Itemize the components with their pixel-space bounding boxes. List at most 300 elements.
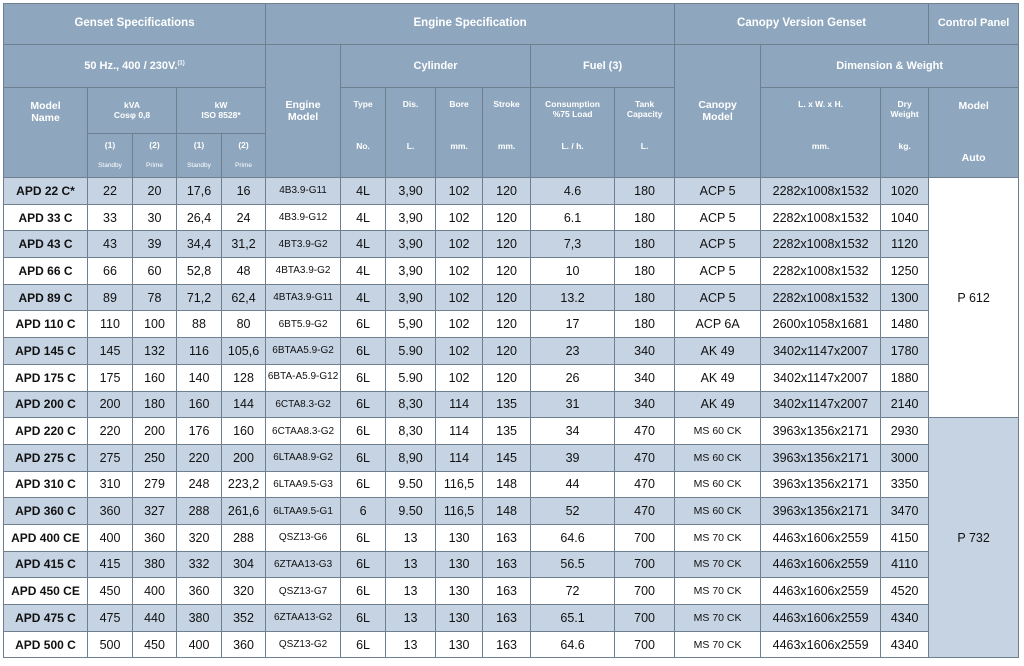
cell-dis: 13 (386, 605, 436, 632)
canopy-heading-line2: Model (702, 111, 733, 123)
cell-stroke: 148 (483, 471, 531, 498)
frequency-text: 50 Hz., 400 / 230V. (84, 59, 178, 72)
cell-type: 6L (341, 391, 386, 418)
cell-engine: 6CTA8.3-G2 (266, 391, 341, 418)
genset-spec-table (3, 3, 1019, 658)
cell-cons: 52 (531, 498, 615, 525)
cell-kva-p: 450 (133, 631, 177, 658)
cell-dis: 13 (386, 524, 436, 551)
cell-tank: 180 (615, 231, 675, 258)
cell-dis: 5,90 (386, 311, 436, 338)
table-row (4, 418, 1019, 445)
cell-kw-p: 24 (222, 204, 266, 231)
lwh-unit: mm. (811, 140, 830, 151)
cell-stroke: 163 (483, 605, 531, 632)
cell-type: 6L (341, 471, 386, 498)
type-heading (341, 88, 386, 178)
control-panel-p732: P 732 (929, 418, 1019, 658)
cell-kw-s: 288 (177, 498, 222, 525)
cell-dis: 3,90 (386, 178, 436, 205)
engine-model-heading (266, 45, 341, 178)
cell-stroke: 120 (483, 258, 531, 285)
cell-kva-s: 200 (88, 391, 133, 418)
cell-canopy: ACP 5 (675, 258, 761, 285)
cell-stroke: 120 (483, 178, 531, 205)
cell-kw-p: 31,2 (222, 231, 266, 258)
table-row (4, 204, 1019, 231)
table-row (4, 364, 1019, 391)
consumption-line2: %75 Load (552, 108, 593, 119)
cell-type: 4L (341, 178, 386, 205)
cell-type: 6L (341, 444, 386, 471)
dis-heading-text: Dis. (402, 99, 419, 109)
cell-kva-s: 22 (88, 178, 133, 205)
cell-engine: 4B3.9-G12 (266, 204, 341, 231)
cell-canopy: MS 70 CK (675, 605, 761, 632)
dry-weight-heading (881, 88, 929, 178)
cell-dim: 4463x1606x2559 (761, 578, 881, 605)
cell-engine: 4BTA3.9-G11 (266, 284, 341, 311)
cell-name: APD 500 C (4, 631, 88, 658)
kva-prime-heading (133, 134, 177, 178)
cell-type: 6L (341, 551, 386, 578)
kva-heading-line1: kVA (124, 99, 140, 110)
table-body (4, 178, 1019, 658)
cell-type: 4L (341, 231, 386, 258)
cell-canopy: MS 70 CK (675, 631, 761, 658)
cell-tank: 470 (615, 471, 675, 498)
cell-cons: 44 (531, 471, 615, 498)
lwh-heading (761, 88, 881, 178)
cell-name: APD 43 C (4, 231, 88, 258)
cell-tank: 340 (615, 338, 675, 365)
cell-kw-p: 80 (222, 311, 266, 338)
kva-heading (88, 88, 177, 134)
kw-standby-col: (1) (193, 139, 205, 150)
cell-stroke: 135 (483, 418, 531, 445)
cell-dim: 3402x1147x2007 (761, 391, 881, 418)
cell-cons: 64.6 (531, 631, 615, 658)
cell-type: 6L (341, 311, 386, 338)
cell-kva-p: 250 (133, 444, 177, 471)
cell-kw-p: 16 (222, 178, 266, 205)
cell-kva-p: 132 (133, 338, 177, 365)
cell-type: 6L (341, 605, 386, 632)
cell-weight: 1020 (881, 178, 929, 205)
cell-kw-s: 71,2 (177, 284, 222, 311)
cell-dim: 4463x1606x2559 (761, 605, 881, 632)
cell-name: APD 400 CE (4, 524, 88, 551)
cell-bore: 116,5 (436, 498, 483, 525)
cell-dis: 3,90 (386, 204, 436, 231)
cell-canopy: MS 60 CK (675, 444, 761, 471)
cell-kw-p: 48 (222, 258, 266, 285)
cell-type: 4L (341, 284, 386, 311)
tank-heading (615, 88, 675, 178)
table-row (4, 471, 1019, 498)
cell-weight: 3470 (881, 498, 929, 525)
cell-engine: 6LTAA9.5-G3 (266, 471, 341, 498)
cell-kw-s: 380 (177, 605, 222, 632)
fuel-heading: Fuel (3) (531, 45, 675, 88)
cell-weight: 3000 (881, 444, 929, 471)
name-heading-text: Name (31, 112, 60, 125)
cell-type: 6L (341, 418, 386, 445)
cell-cons: 56.5 (531, 551, 615, 578)
cell-canopy: ACP 6A (675, 311, 761, 338)
cell-canopy: MS 60 CK (675, 418, 761, 445)
cell-tank: 340 (615, 391, 675, 418)
cell-kva-p: 39 (133, 231, 177, 258)
cell-weight: 4340 (881, 631, 929, 658)
cell-bore: 130 (436, 524, 483, 551)
tank-line2: Capacity (626, 108, 663, 119)
bore-heading (436, 88, 483, 178)
cell-kw-p: 352 (222, 605, 266, 632)
cell-cons: 64.6 (531, 524, 615, 551)
control-panel-heading-text: Control Panel (937, 17, 1010, 30)
cell-bore: 130 (436, 551, 483, 578)
cell-engine: QSZ13-G2 (266, 631, 341, 658)
cell-dim: 4463x1606x2559 (761, 631, 881, 658)
weight-unit: kg. (898, 140, 911, 151)
cylinder-heading: Cylinder (341, 45, 531, 88)
kva-standby-heading (88, 134, 133, 178)
table-row (4, 338, 1019, 365)
cell-cons: 13.2 (531, 284, 615, 311)
cell-tank: 180 (615, 311, 675, 338)
frequency-superscript: (1) (177, 60, 185, 67)
cell-type: 4L (341, 204, 386, 231)
cell-bore: 102 (436, 258, 483, 285)
cell-dim: 2282x1008x1532 (761, 284, 881, 311)
cell-name: APD 360 C (4, 498, 88, 525)
cell-stroke: 163 (483, 578, 531, 605)
cell-name: APD 175 C (4, 364, 88, 391)
cell-weight: 4110 (881, 551, 929, 578)
tank-line1: Tank (634, 99, 655, 109)
cell-kva-s: 360 (88, 498, 133, 525)
cell-dis: 13 (386, 631, 436, 658)
cell-kw-p: 304 (222, 551, 266, 578)
kw-prime-col: (2) (238, 139, 249, 150)
cell-stroke: 120 (483, 204, 531, 231)
cell-dim: 2600x1058x1681 (761, 311, 881, 338)
cell-name: APD 145 C (4, 338, 88, 365)
kw-prime-label: Prime (235, 162, 253, 170)
cell-kva-s: 415 (88, 551, 133, 578)
cell-weight: 4150 (881, 524, 929, 551)
cell-engine: 6BT5.9-G2 (266, 311, 341, 338)
cell-bore: 102 (436, 231, 483, 258)
cell-dis: 8,30 (386, 418, 436, 445)
cell-canopy: MS 70 CK (675, 551, 761, 578)
kw-standby-label: Standby (187, 162, 211, 170)
cell-bore: 114 (436, 418, 483, 445)
cell-dim: 2282x1008x1532 (761, 178, 881, 205)
cell-weight: 2140 (881, 391, 929, 418)
cell-canopy: AK 49 (675, 364, 761, 391)
cell-weight: 1120 (881, 231, 929, 258)
cell-bore: 130 (436, 605, 483, 632)
cell-kw-p: 288 (222, 524, 266, 551)
cell-kva-s: 400 (88, 524, 133, 551)
canopy-model-heading (675, 45, 761, 178)
cell-kw-s: 360 (177, 578, 222, 605)
cell-dim: 2282x1008x1532 (761, 258, 881, 285)
table-row (4, 258, 1019, 285)
cell-type: 6L (341, 338, 386, 365)
cell-engine: 4BT3.9-G2 (266, 231, 341, 258)
cell-tank: 180 (615, 178, 675, 205)
cell-kva-p: 279 (133, 471, 177, 498)
cell-type: 6L (341, 524, 386, 551)
cell-kw-p: 360 (222, 631, 266, 658)
table-row (4, 524, 1019, 551)
cell-dim: 3963x1356x2171 (761, 418, 881, 445)
engine-heading-line2: Model (287, 111, 319, 123)
cell-kva-s: 500 (88, 631, 133, 658)
consumption-unit: L. / h. (561, 140, 584, 151)
cell-dim: 2282x1008x1532 (761, 231, 881, 258)
dimension-weight-heading: Dimension & Weight (761, 45, 1019, 88)
cell-kva-s: 66 (88, 258, 133, 285)
cell-name: APD 33 C (4, 204, 88, 231)
kva-standby-col: (1) (104, 139, 116, 150)
dis-unit: L. (406, 140, 415, 151)
cell-kva-s: 275 (88, 444, 133, 471)
cell-tank: 180 (615, 204, 675, 231)
bore-unit: mm. (450, 140, 468, 151)
frequency-heading (4, 45, 266, 88)
cell-kva-s: 33 (88, 204, 133, 231)
cell-kva-s: 89 (88, 284, 133, 311)
cell-weight: 1880 (881, 364, 929, 391)
cell-tank: 340 (615, 364, 675, 391)
cell-tank: 700 (615, 605, 675, 632)
cell-dim: 3963x1356x2171 (761, 498, 881, 525)
canopy-spec-heading: Canopy Version Genset (675, 4, 929, 45)
cell-dim: 2282x1008x1532 (761, 204, 881, 231)
table-row (4, 578, 1019, 605)
cell-name: APD 415 C (4, 551, 88, 578)
cell-canopy: MS 60 CK (675, 471, 761, 498)
cell-name: APD 200 C (4, 391, 88, 418)
cell-bore: 102 (436, 311, 483, 338)
kw-heading (177, 88, 266, 134)
cell-cons: 4.6 (531, 178, 615, 205)
cell-cons: 17 (531, 311, 615, 338)
cell-dis: 13 (386, 578, 436, 605)
cell-weight: 3350 (881, 471, 929, 498)
table-row (4, 444, 1019, 471)
cell-dim: 3963x1356x2171 (761, 471, 881, 498)
cell-cons: 65.1 (531, 605, 615, 632)
cell-stroke: 120 (483, 364, 531, 391)
dry-line2: Weight (890, 108, 919, 119)
cell-canopy: AK 49 (675, 338, 761, 365)
cell-kw-s: 52,8 (177, 258, 222, 285)
cell-engine: QSZ13-G6 (266, 524, 341, 551)
cell-kw-s: 332 (177, 551, 222, 578)
cell-cons: 23 (531, 338, 615, 365)
cell-cons: 7,3 (531, 231, 615, 258)
cell-dis: 3,90 (386, 231, 436, 258)
cell-tank: 700 (615, 551, 675, 578)
cell-kw-p: 223,2 (222, 471, 266, 498)
cell-weight: 1300 (881, 284, 929, 311)
cell-engine: 6LTAA9.5-G1 (266, 498, 341, 525)
cell-dim: 3402x1147x2007 (761, 338, 881, 365)
cell-type: 6L (341, 364, 386, 391)
cell-name: APD 89 C (4, 284, 88, 311)
cell-type: 4L (341, 258, 386, 285)
cell-kva-s: 110 (88, 311, 133, 338)
cell-cons: 31 (531, 391, 615, 418)
cell-tank: 470 (615, 444, 675, 471)
cell-kw-s: 320 (177, 524, 222, 551)
cell-dim: 4463x1606x2559 (761, 524, 881, 551)
cell-stroke: 120 (483, 338, 531, 365)
cell-kw-s: 34,4 (177, 231, 222, 258)
cell-cons: 72 (531, 578, 615, 605)
cell-dim: 4463x1606x2559 (761, 551, 881, 578)
table-row (4, 178, 1019, 205)
cell-stroke: 148 (483, 498, 531, 525)
cell-stroke: 163 (483, 524, 531, 551)
cell-bore: 102 (436, 178, 483, 205)
cell-kva-p: 360 (133, 524, 177, 551)
cell-stroke: 163 (483, 631, 531, 658)
cell-engine: 6BTAA5.9-G2 (266, 338, 341, 365)
cell-weight: 1040 (881, 204, 929, 231)
cell-dim: 3963x1356x2171 (761, 444, 881, 471)
cell-engine: 6ZTAA13-G2 (266, 605, 341, 632)
type-heading-text: Type (353, 99, 373, 109)
cell-tank: 180 (615, 258, 675, 285)
cell-cons: 39 (531, 444, 615, 471)
cell-cons: 34 (531, 418, 615, 445)
control-panel-heading (929, 4, 1019, 45)
cell-dis: 3,90 (386, 258, 436, 285)
kw-standby-heading (177, 134, 222, 178)
cell-dim: 3402x1147x2007 (761, 364, 881, 391)
cell-type: 6L (341, 631, 386, 658)
cell-name: APD 220 C (4, 418, 88, 445)
cell-kva-s: 310 (88, 471, 133, 498)
cell-canopy: MS 70 CK (675, 578, 761, 605)
cell-stroke: 120 (483, 231, 531, 258)
cell-dis: 5.90 (386, 364, 436, 391)
cell-cons: 6.1 (531, 204, 615, 231)
cell-name: APD 475 C (4, 605, 88, 632)
cell-bore: 130 (436, 578, 483, 605)
cell-kw-s: 140 (177, 364, 222, 391)
cell-stroke: 163 (483, 551, 531, 578)
cell-type: 6 (341, 498, 386, 525)
cell-bore: 114 (436, 391, 483, 418)
kw-heading-line2: ISO 8528* (201, 109, 241, 120)
cell-kw-p: 105,6 (222, 338, 266, 365)
consumption-heading (531, 88, 615, 178)
kw-prime-heading (222, 134, 266, 178)
cell-tank: 700 (615, 631, 675, 658)
cell-weight: 1780 (881, 338, 929, 365)
no-unit: No. (356, 140, 370, 151)
cell-kva-p: 327 (133, 498, 177, 525)
cell-kva-p: 20 (133, 178, 177, 205)
canopy-heading-line1: Canopy (698, 98, 737, 111)
cell-name: APD 22 C* (4, 178, 88, 205)
stroke-heading (483, 88, 531, 178)
cell-tank: 700 (615, 578, 675, 605)
cell-dis: 3,90 (386, 284, 436, 311)
cell-name: APD 66 C (4, 258, 88, 285)
cell-kw-p: 62,4 (222, 284, 266, 311)
cell-canopy: ACP 5 (675, 178, 761, 205)
cell-engine: 4BTA3.9-G2 (266, 258, 341, 285)
genset-spec-heading: Genset Specifications (4, 4, 266, 45)
cell-tank: 700 (615, 524, 675, 551)
table-row (4, 231, 1019, 258)
cell-type: 6L (341, 578, 386, 605)
table-row (4, 605, 1019, 632)
cell-stroke: 120 (483, 311, 531, 338)
kw-heading-line1: kW (214, 99, 228, 110)
cell-dis: 8,30 (386, 391, 436, 418)
cell-weight: 4340 (881, 605, 929, 632)
cell-cons: 10 (531, 258, 615, 285)
model-name-heading (4, 88, 88, 178)
control-panel-p612: P 612 (929, 178, 1019, 418)
cell-kva-p: 60 (133, 258, 177, 285)
cell-kw-s: 220 (177, 444, 222, 471)
cell-weight: 4520 (881, 578, 929, 605)
cell-tank: 180 (615, 284, 675, 311)
cell-kw-p: 144 (222, 391, 266, 418)
cell-kva-s: 450 (88, 578, 133, 605)
cell-dis: 5.90 (386, 338, 436, 365)
cell-kva-p: 380 (133, 551, 177, 578)
engine-heading-line1: Engine (285, 98, 321, 111)
table-row (4, 498, 1019, 525)
cell-bore: 102 (436, 338, 483, 365)
cell-kw-s: 17,6 (177, 178, 222, 205)
cell-bore: 114 (436, 444, 483, 471)
cell-name: APD 310 C (4, 471, 88, 498)
cell-kva-p: 400 (133, 578, 177, 605)
tank-unit: L. (640, 140, 649, 151)
cell-engine: QSZ13-G7 (266, 578, 341, 605)
cell-name: APD 110 C (4, 311, 88, 338)
cell-canopy: ACP 5 (675, 231, 761, 258)
cell-kva-s: 43 (88, 231, 133, 258)
cell-kw-p: 320 (222, 578, 266, 605)
kva-prime-label: Prime (146, 162, 163, 170)
table-row (4, 631, 1019, 658)
cell-bore: 116,5 (436, 471, 483, 498)
cell-canopy: MS 60 CK (675, 498, 761, 525)
control-model-heading (929, 88, 1019, 178)
cell-weight: 1480 (881, 311, 929, 338)
cell-engine: 6ZTAA13-G3 (266, 551, 341, 578)
cell-dis: 13 (386, 551, 436, 578)
cell-name: APD 450 CE (4, 578, 88, 605)
cell-kw-s: 26,4 (177, 204, 222, 231)
model-heading-text: Model (30, 100, 61, 112)
cell-stroke: 120 (483, 284, 531, 311)
table-row (4, 391, 1019, 418)
